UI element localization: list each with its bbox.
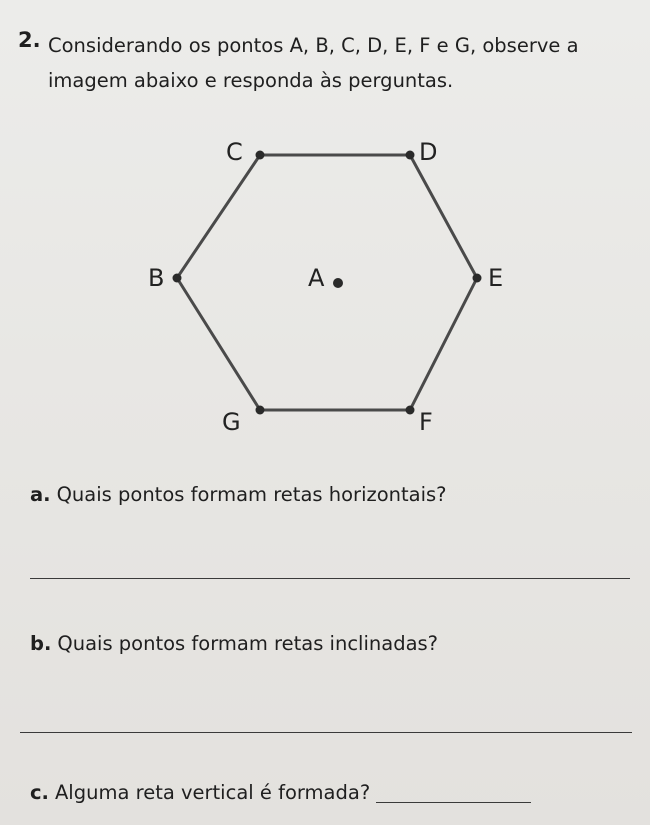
label-a: A (308, 264, 325, 292)
label-f: F (419, 408, 433, 436)
point-f (406, 406, 415, 415)
label-c: C (226, 138, 243, 166)
hexagon-outline (177, 155, 477, 410)
point-e (473, 274, 482, 283)
point-a (333, 278, 343, 288)
item-b (30, 632, 438, 655)
item-b-text: Quais pontos formam retas inclinadas? (57, 632, 439, 655)
item-c-letter: c. (30, 781, 49, 804)
answer-line-a[interactable] (30, 578, 630, 579)
item-b-letter: b. (30, 632, 52, 655)
label-g: G (222, 408, 241, 436)
item-c-text: Alguma reta vertical é formada? (54, 781, 371, 804)
point-d (406, 151, 415, 160)
label-d: D (419, 138, 438, 166)
item-a-text: Quais pontos formam retas horizontais? (56, 483, 447, 506)
hexagon-diagram (120, 120, 540, 450)
question-number: 2. (18, 28, 41, 52)
item-a-letter: a. (30, 483, 51, 506)
point-b (173, 274, 182, 283)
answer-line-b[interactable] (20, 732, 632, 733)
hexagon-figure (120, 120, 540, 450)
point-g (256, 406, 265, 415)
question-statement: Considerando os pontos A, B, C, D, E, F e G, observe a imagem abaixo e responda às perguntas. (48, 34, 579, 92)
item-a (30, 483, 447, 506)
label-e: E (488, 264, 504, 292)
point-c (256, 151, 265, 160)
label-b: B (148, 264, 165, 292)
answer-line-c[interactable] (376, 784, 531, 803)
item-c (30, 781, 531, 804)
